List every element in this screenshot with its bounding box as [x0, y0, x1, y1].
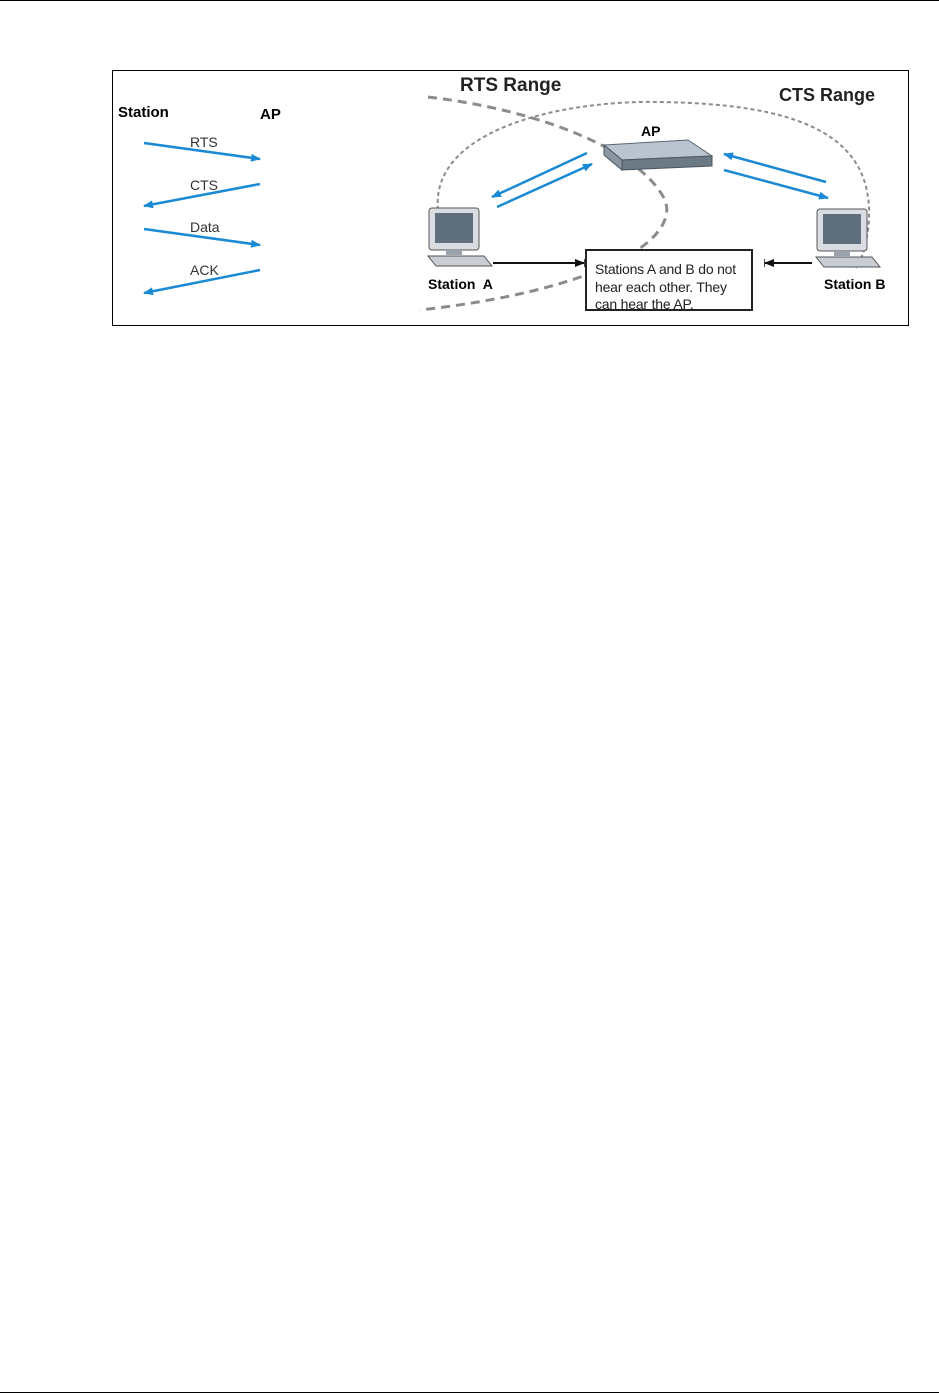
ap-device-label: AP [641, 123, 661, 139]
station-a-to-ap-arrow [497, 164, 592, 207]
computer-icon [816, 209, 880, 267]
ap-to-station-a-arrow [492, 153, 587, 197]
hidden-node-note: Stations A and B do not hear each other. They can hear the AP. [585, 249, 753, 311]
message-label-ack: ACK [190, 262, 219, 278]
message-label-cts: CTS [190, 177, 218, 193]
station-header: Station [118, 104, 169, 121]
ap-to-station-b-arrow [724, 170, 828, 198]
station-b-label: Station B [824, 276, 886, 292]
footer-rule [0, 1392, 939, 1393]
rts-range-label: RTS Range [460, 75, 562, 96]
cts-range-label: CTS Range [779, 85, 876, 105]
ap-header: AP [260, 106, 281, 123]
message-label-data: Data [190, 219, 220, 235]
station-b-to-ap-arrow [724, 154, 826, 182]
station-a-label: Station A [428, 276, 493, 292]
access-point-icon [604, 140, 712, 170]
computer-icon [428, 208, 492, 266]
message-label-rts: RTS [190, 134, 218, 150]
